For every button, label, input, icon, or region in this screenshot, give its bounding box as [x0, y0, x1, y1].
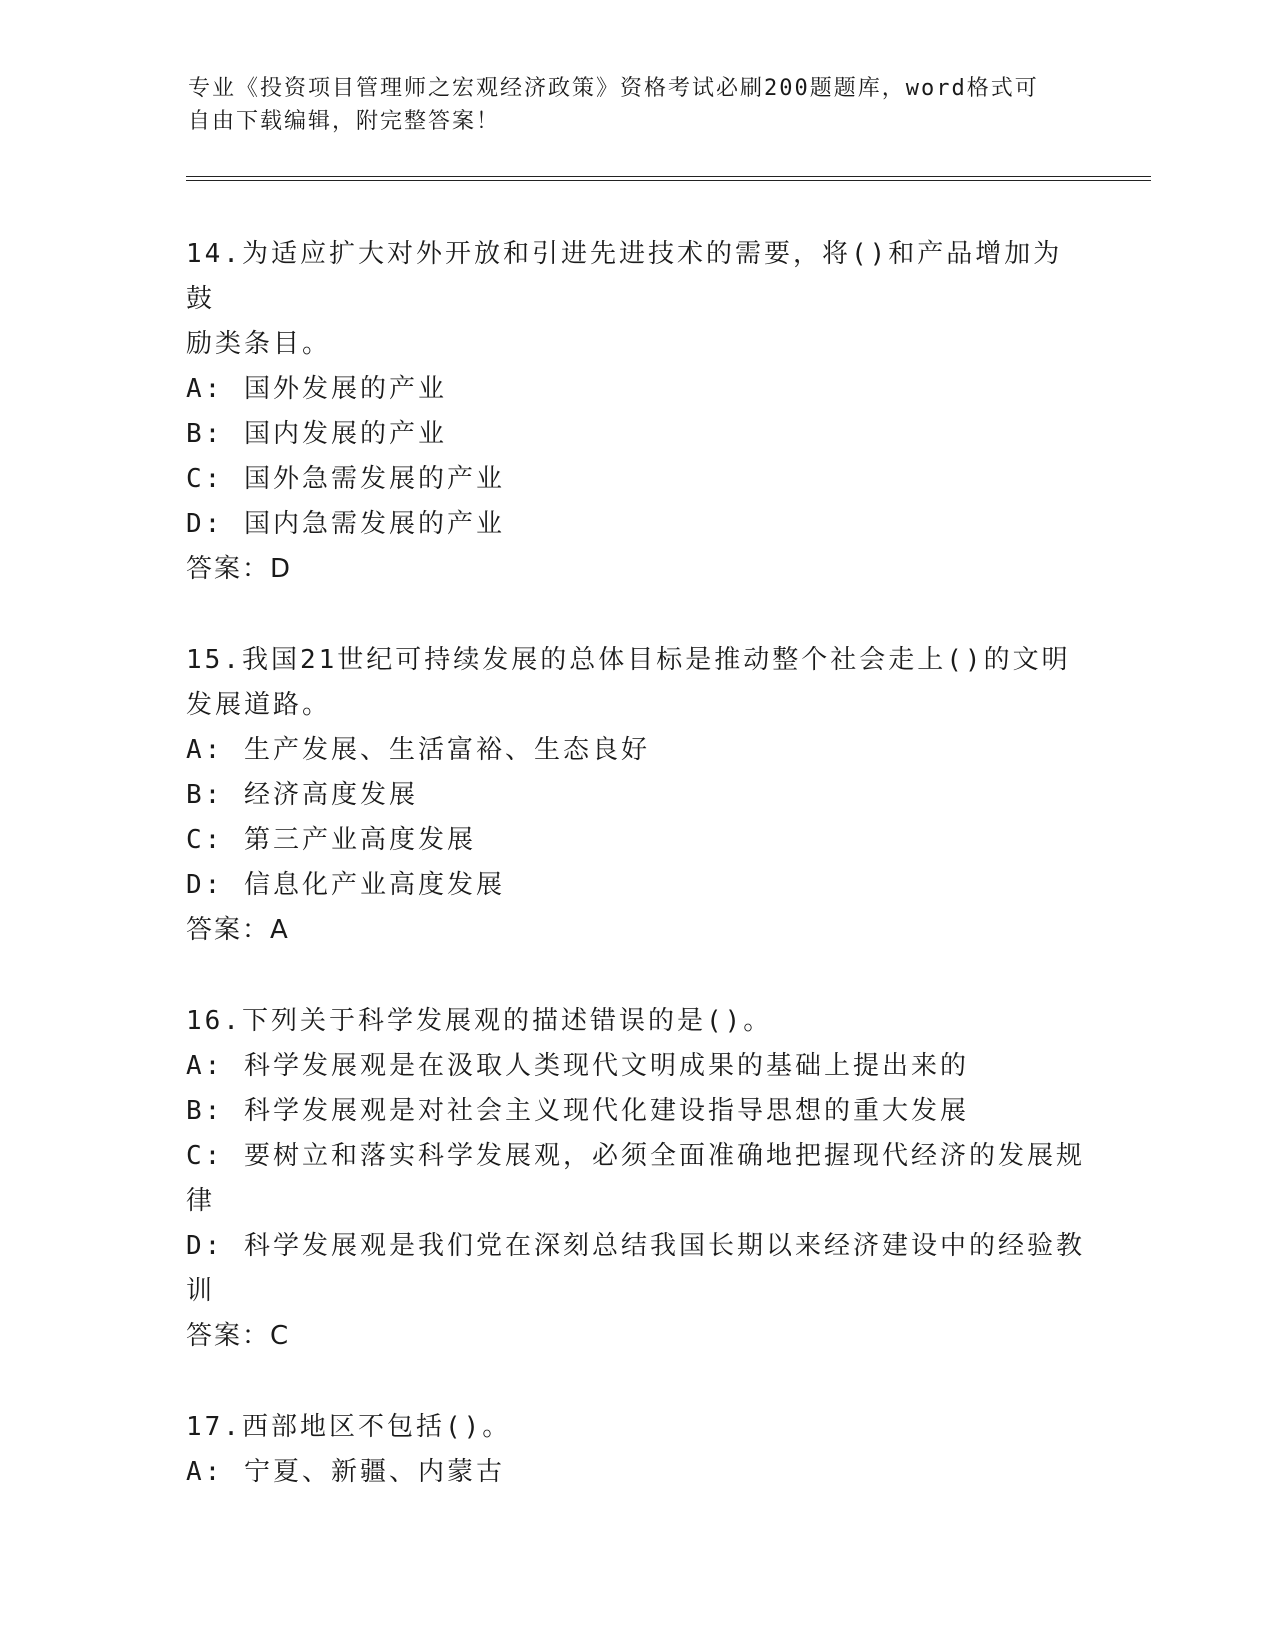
question-17: [186, 1405, 1086, 1495]
option-text: 科学发展观是在汲取人类现代文明成果的基础上提出来的: [243, 1051, 969, 1081]
question-stem-line-1: 14.为适应扩大对外开放和引进先进技术的需要，将()和产品增加为鼓: [186, 239, 1063, 314]
option-text: 生产发展、生活富裕、生态良好: [243, 735, 650, 765]
option-text: 第三产业高度发展: [243, 825, 476, 855]
question-15: [186, 638, 1086, 953]
option-letter: D:: [186, 1231, 224, 1261]
option-letter: A:: [186, 1051, 224, 1081]
option-b: [186, 412, 1086, 457]
header-line-1: 专业《投资项目管理师之宏观经济政策》资格考试必刷200题题库，word格式可: [188, 76, 1039, 101]
option-letter: B:: [186, 419, 224, 449]
option-text: 要树立和落实科学发展观，必须全面准确地把握现代经济的发展规: [243, 1141, 1085, 1171]
option-a: [186, 1044, 1086, 1089]
option-letter: D:: [186, 870, 224, 900]
option-d: [186, 502, 1086, 547]
header-double-rule: [186, 176, 1151, 181]
question-stem-line-1: 17.西部地区不包括()。: [186, 1412, 512, 1442]
header-line-2: 自由下载编辑，附完整答案！: [188, 109, 501, 134]
option-b: [186, 1089, 1086, 1134]
option-letter: C:: [186, 464, 224, 494]
option-a: [186, 1450, 1086, 1495]
question-list: [186, 232, 1086, 1541]
option-text: 宁夏、新疆、内蒙古: [243, 1457, 505, 1487]
question-16: [186, 999, 1086, 1359]
option-letter: A:: [186, 374, 224, 404]
question-stem-line-2: 励类条目。: [186, 329, 332, 359]
option-letter: A:: [186, 735, 224, 765]
option-text: 科学发展观是我们党在深刻总结我国长期以来经济建设中的经验教: [243, 1231, 1085, 1261]
option-letter: B:: [186, 780, 224, 810]
option-d-continuation: 训: [186, 1276, 216, 1306]
option-text: 经济高度发展: [243, 780, 418, 810]
option-c: [186, 1134, 1086, 1179]
question-stem-line-1: 16.下列关于科学发展观的描述错误的是()。: [186, 1006, 773, 1036]
option-text: 信息化产业高度发展: [243, 870, 505, 900]
option-b: [186, 773, 1086, 818]
answer-label: 答案：C: [186, 1321, 291, 1351]
option-text: 国内发展的产业: [243, 419, 447, 449]
question-stem-line-1: 15.我国21世纪可持续发展的总体目标是推动整个社会走上()的文明: [186, 645, 1071, 675]
option-letter: C:: [186, 1141, 224, 1171]
option-letter: D:: [186, 509, 224, 539]
option-letter: A:: [186, 1457, 224, 1487]
option-a: [186, 367, 1086, 412]
question-stem-line-2: 发展道路。: [186, 690, 332, 720]
option-text: 科学发展观是对社会主义现代化建设指导思想的重大发展: [243, 1096, 969, 1126]
option-text: 国外急需发展的产业: [243, 464, 505, 494]
option-c-continuation: 律: [186, 1186, 216, 1216]
document-header: [188, 72, 1068, 138]
option-text: 国外发展的产业: [243, 374, 447, 404]
option-a: [186, 728, 1086, 773]
answer-label: 答案：A: [186, 915, 290, 945]
option-letter: B:: [186, 1096, 224, 1126]
option-text: 国内急需发展的产业: [243, 509, 505, 539]
question-14: [186, 232, 1086, 592]
option-d: [186, 1224, 1086, 1269]
answer-label: 答案：D: [186, 554, 293, 584]
option-d: [186, 863, 1086, 908]
option-c: [186, 818, 1086, 863]
option-c: [186, 457, 1086, 502]
option-letter: C:: [186, 825, 224, 855]
